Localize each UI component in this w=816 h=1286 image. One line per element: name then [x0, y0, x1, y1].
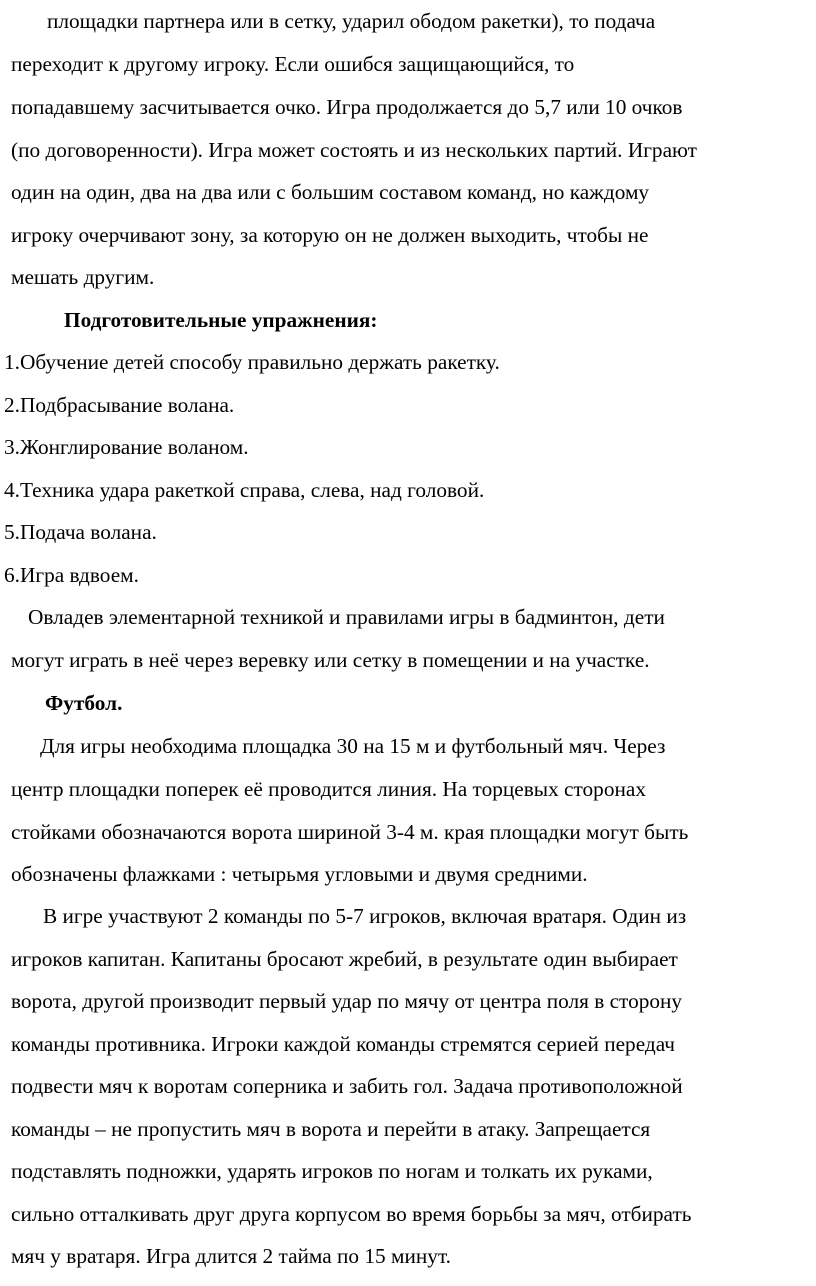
text-line: Для игры необходима площадка 30 на 15 м и футбольный мяч. Через [40, 734, 666, 758]
text-line: Овладев элементарной техникой и правилами игры в бадминтон, дети [28, 605, 665, 629]
text-line: мешать другим. [11, 265, 155, 289]
list-item: 6.Игра вдвоем. [4, 563, 139, 587]
text-line: подставлять подножки, ударять игроков по ногам и толкать их руками, [11, 1159, 653, 1183]
text-line: подвести мяч к воротам соперника и забить гол. Задача противоположной [11, 1074, 683, 1098]
heading-preparatory-exercises: Подготовительные упражнения: [64, 308, 378, 332]
text-line: команды – не пропустить мяч в ворота и перейти в атаку. Запрещается [11, 1117, 651, 1141]
list-item: 1.Обучение детей способу правильно держать ракетку. [4, 350, 500, 374]
list-item: 3.Жонглирование воланом. [4, 435, 249, 459]
text-line: ворота, другой производит первый удар по мячу от центра поля в сторону [11, 989, 683, 1013]
text-line: игроку очерчивают зону, за которую он не должен выходить, чтобы не [11, 223, 649, 247]
text-line: попадавшему засчитывается очко. Игра продолжается до 5,7 или 10 очков [11, 95, 683, 119]
text-line: мяч у вратаря. Игра длится 2 тайма по 15 минут. [11, 1244, 451, 1268]
text-line: сильно отталкивать друг друга корпусом во время борьбы за мяч, отбирать [11, 1202, 692, 1226]
text-line: центр площадки поперек её проводится линия. На торцевых сторонах [11, 777, 646, 801]
text-line: площадки партнера или в сетку, ударил ободом ракетки), то подача [47, 9, 656, 33]
text-line: команды противника. Игроки каждой команды стремятся серией передач [11, 1032, 676, 1056]
text-line: (по договоренности). Игра может состоять и из нескольких партий. Играют [11, 138, 697, 162]
text-line: переходит к другому игроку. Если ошибся защищающийся, то [11, 52, 575, 76]
text-line: могут играть в неё через веревку или сетку в помещении и на участке. [11, 648, 650, 672]
list-item: 4.Техника удара ракеткой справа, слева, над головой. [4, 478, 485, 502]
text-line: В игре участвуют 2 команды по 5-7 игроков, включая вратаря. Один из [43, 904, 687, 928]
text-line: игроков капитан. Капитаны бросают жребий, в результате один выбирает [11, 947, 678, 971]
text-line: один на один, два на два или с большим составом команд, но каждому [11, 180, 650, 204]
text-line: обозначены флажками : четырьмя угловыми и двумя средними. [11, 862, 588, 886]
list-item: 5.Подача волана. [4, 520, 157, 544]
text-line: стойками обозначаются ворота шириной 3-4 м. края площадки могут быть [11, 820, 689, 844]
heading-football: Футбол. [45, 691, 123, 715]
list-item: 2.Подбрасывание волана. [4, 393, 235, 417]
